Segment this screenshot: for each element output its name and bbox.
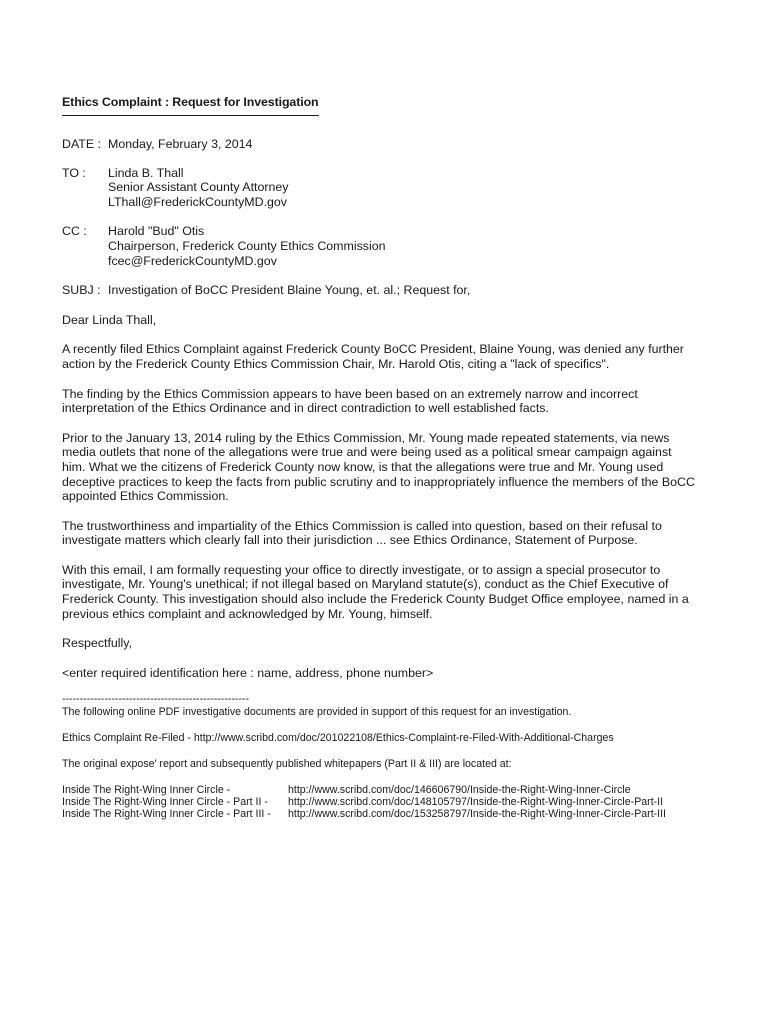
paragraph-line: investigate, Mr. Young's unethical; if not illegal based on Maryland statute(s), conduct as the Chief Executive of [62, 577, 669, 592]
cc-label: CC : [62, 224, 87, 239]
to-name: Linda B. Thall [108, 165, 184, 180]
link-list [62, 784, 722, 820]
cc-title: Chairperson, Frederick County Ethics Commission [108, 238, 386, 253]
link-row [62, 796, 722, 808]
identification-placeholder: <enter required identification here : name, address, phone number> [62, 665, 434, 680]
cc-email: fcec@FrederickCountyMD.gov [108, 253, 277, 268]
closing: Respectfully, [62, 636, 133, 651]
subject-value: Investigation of BoCC President Blaine Young, et. al.; Request for, [108, 283, 471, 298]
date-row [62, 137, 722, 152]
paragraph-line: The finding by the Ethics Commission appears to have been based on an extremely narrow and incorrect [62, 386, 638, 401]
paragraph-line: Prior to the January 13, 2014 ruling by the Ethics Commission, Mr. Young made repeated statements, via news [62, 430, 670, 445]
date-label: DATE : [62, 137, 102, 151]
link-row [62, 808, 722, 820]
salutation: Dear Linda Thall, [62, 312, 157, 327]
paragraph-line: previous ethics complaint and acknowledged by Mr. Young, himself. [62, 606, 433, 621]
paragraph-line: him. What we the citizens of Frederick County now know, is that the allegations were true and Mr. Young used [62, 459, 664, 474]
paragraph-line: The trustworthiness and impartiality of the Ethics Commission is called into question, based on their refusal to [62, 518, 662, 533]
link-url[interactable]: http://www.scribd.com/doc/153258797/Inside-the-Right-Wing-Inner-Circle-Part-III [288, 808, 666, 821]
paragraph-3 [62, 431, 722, 504]
link-row [62, 784, 722, 796]
to-label: TO : [62, 165, 86, 180]
paragraph-line: media outlets that none of the allegations were true and were being used as a political smear campaign against [62, 445, 672, 460]
cc-name: Harold "Bud" Otis [108, 224, 205, 239]
divider: ----------------------------------------------------- [62, 693, 249, 706]
paragraph-5 [62, 563, 722, 621]
paragraph-line: A recently filed Ethics Complaint against Frederick County BoCC President, Blaine Young, was denied any further [62, 342, 684, 357]
paragraph-line: appointed Ethics Commission. [62, 489, 229, 504]
cc-row [62, 224, 722, 268]
paragraph-2 [62, 387, 722, 416]
to-row [62, 166, 722, 210]
subject-row [62, 283, 722, 298]
subject-label: SUBJ : [62, 283, 101, 298]
paragraph-line: With this email, I am formally requesting your office to directly investigate, or to assign a special prosecutor to [62, 562, 661, 577]
link-url[interactable]: http://www.scribd.com/doc/148105797/Inside-the-Right-Wing-Inner-Circle-Part-II [288, 796, 664, 809]
link-url[interactable]: http://www.scribd.com/doc/146606790/Inside-the-Right-Wing-Inner-Circle [288, 784, 631, 797]
document-title: Ethics Complaint : Request for Investigation [62, 95, 319, 116]
paragraph-line: deceptive practices to keep the facts from public scrutiny and to inappropriately influence the members of the BoCC [62, 474, 695, 489]
document-page [62, 93, 722, 820]
to-email: LThall@FrederickCountyMD.gov [108, 194, 287, 209]
link-name: Inside The Right-Wing Inner Circle - [62, 784, 231, 797]
paragraph-line: action by the Frederick County Ethics Commission Chair, Mr. Harold Otis, citing a "lack of specifics". [62, 356, 610, 371]
date-value: Monday, February 3, 2014 [108, 137, 253, 151]
to-title: Senior Assistant County Attorney [108, 180, 289, 195]
refiled-link[interactable]: Ethics Complaint Re-Filed - http://www.scribd.com/doc/201022108/Ethics-Complaint-re-Filed-With-Additional-Charges [62, 732, 614, 745]
paragraph-4 [62, 519, 722, 548]
paragraph-line: investigate matters which clearly fall into their jurisdiction ... see Ethics Ordinance, Statement of Purpose. [62, 533, 638, 548]
link-name: Inside The Right-Wing Inner Circle - Part III - [62, 808, 271, 821]
paragraph-1 [62, 342, 722, 371]
paragraph-line: Frederick County. This investigation should also include the Frederick County Budget Office employee, named in a [62, 592, 689, 607]
paragraph-line: interpretation of the Ethics Ordinance and in direct contradiction to well established facts. [62, 401, 549, 416]
original-note: The original expose' report and subsequently published whitepapers (Part II & III) are located at: [62, 758, 512, 771]
link-name: Inside The Right-Wing Inner Circle - Part II - [62, 796, 268, 809]
footnote-intro: The following online PDF investigative documents are provided in support of this request for an investigation. [62, 706, 572, 719]
